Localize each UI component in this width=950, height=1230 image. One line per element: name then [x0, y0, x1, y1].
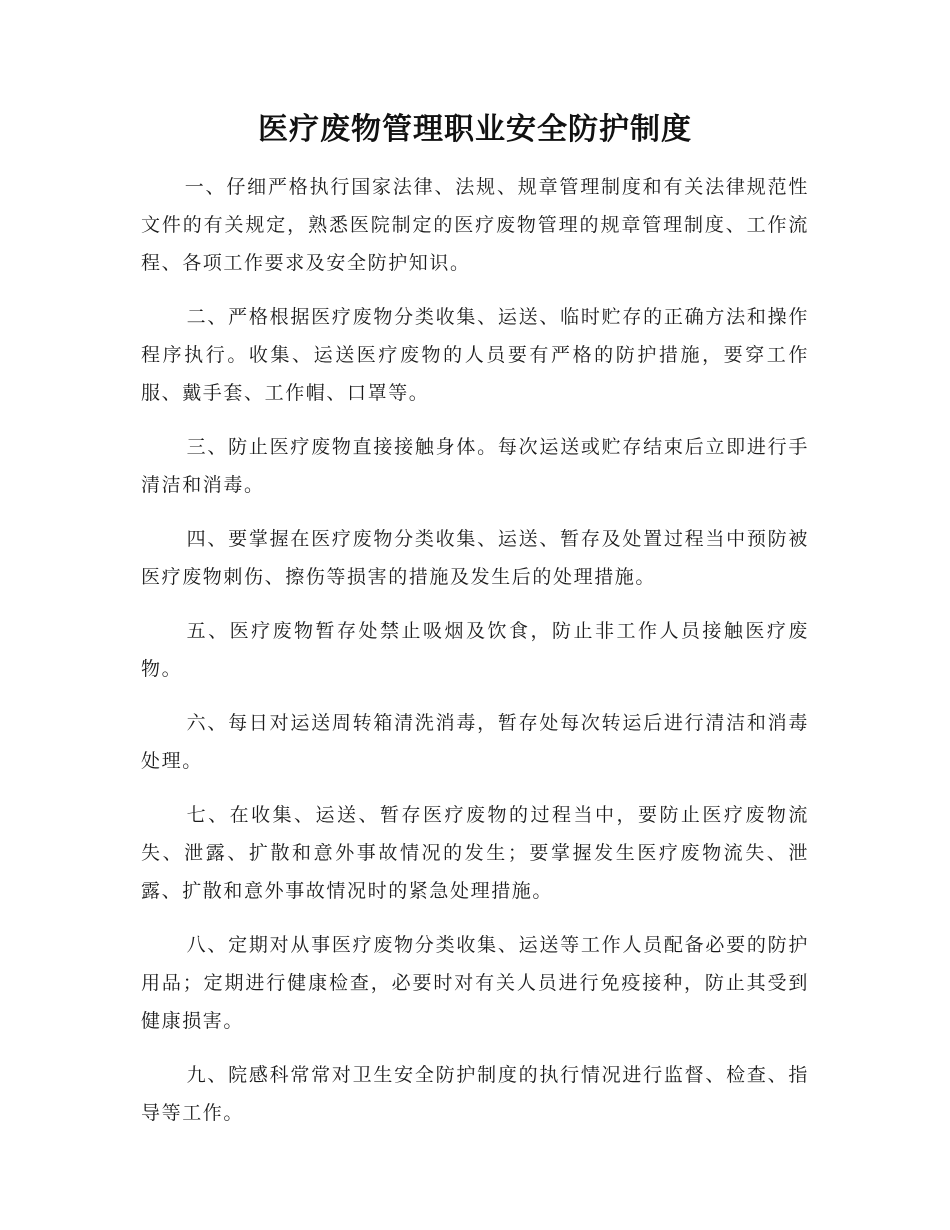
paragraph-5: 五、医疗废物暂存处禁止吸烟及饮食，防止非工作人员接触医疗废物。	[141, 620, 809, 680]
paragraph-6: 六、每日对运送周转箱清洗消毒，暂存处每次转运后进行清洁和消毒处理。	[141, 712, 809, 772]
paragraph-3: 三、防止医疗废物直接接触身体。每次运送或贮存结束后立即进行手清洁和消毒。	[141, 436, 809, 496]
paragraph-1: 一、仔细严格执行国家法律、法规、规章管理制度和有关法律规范性文件的有关规定，熟悉医院制定的医疗废物管理的规章管理制度、工作流程、各项工作要求及安全防护知识。	[141, 176, 809, 274]
paragraph-4: 四、要掌握在医疗废物分类收集、运送、暂存及处置过程当中预防被医疗废物刺伤、擦伤等损害的措施及发生后的处理措施。	[141, 528, 809, 588]
paragraph-9: 九、院感科常常对卫生安全防护制度的执行情况进行监督、检查、指导等工作。	[141, 1064, 809, 1124]
paragraph-8: 八、定期对从事医疗废物分类收集、运送等工作人员配备必要的防护用品；定期进行健康检查，必要时对有关人员进行免疫接种，防止其受到健康损害。	[141, 934, 809, 1032]
document-title: 医疗废物管理职业安全防护制度	[258, 112, 692, 147]
paragraph-7: 七、在收集、运送、暂存医疗废物的过程当中，要防止医疗废物流失、泄露、扩散和意外事故情况的发生；要掌握发生医疗废物流失、泄露、扩散和意外事故情况时的紧急处理措施。	[141, 804, 809, 902]
paragraph-2: 二、严格根据医疗废物分类收集、运送、临时贮存的正确方法和操作程序执行。收集、运送医疗废物的人员要有严格的防护措施，要穿工作服、戴手套、工作帽、口罩等。	[141, 306, 809, 404]
document-body	[141, 168, 809, 1148]
